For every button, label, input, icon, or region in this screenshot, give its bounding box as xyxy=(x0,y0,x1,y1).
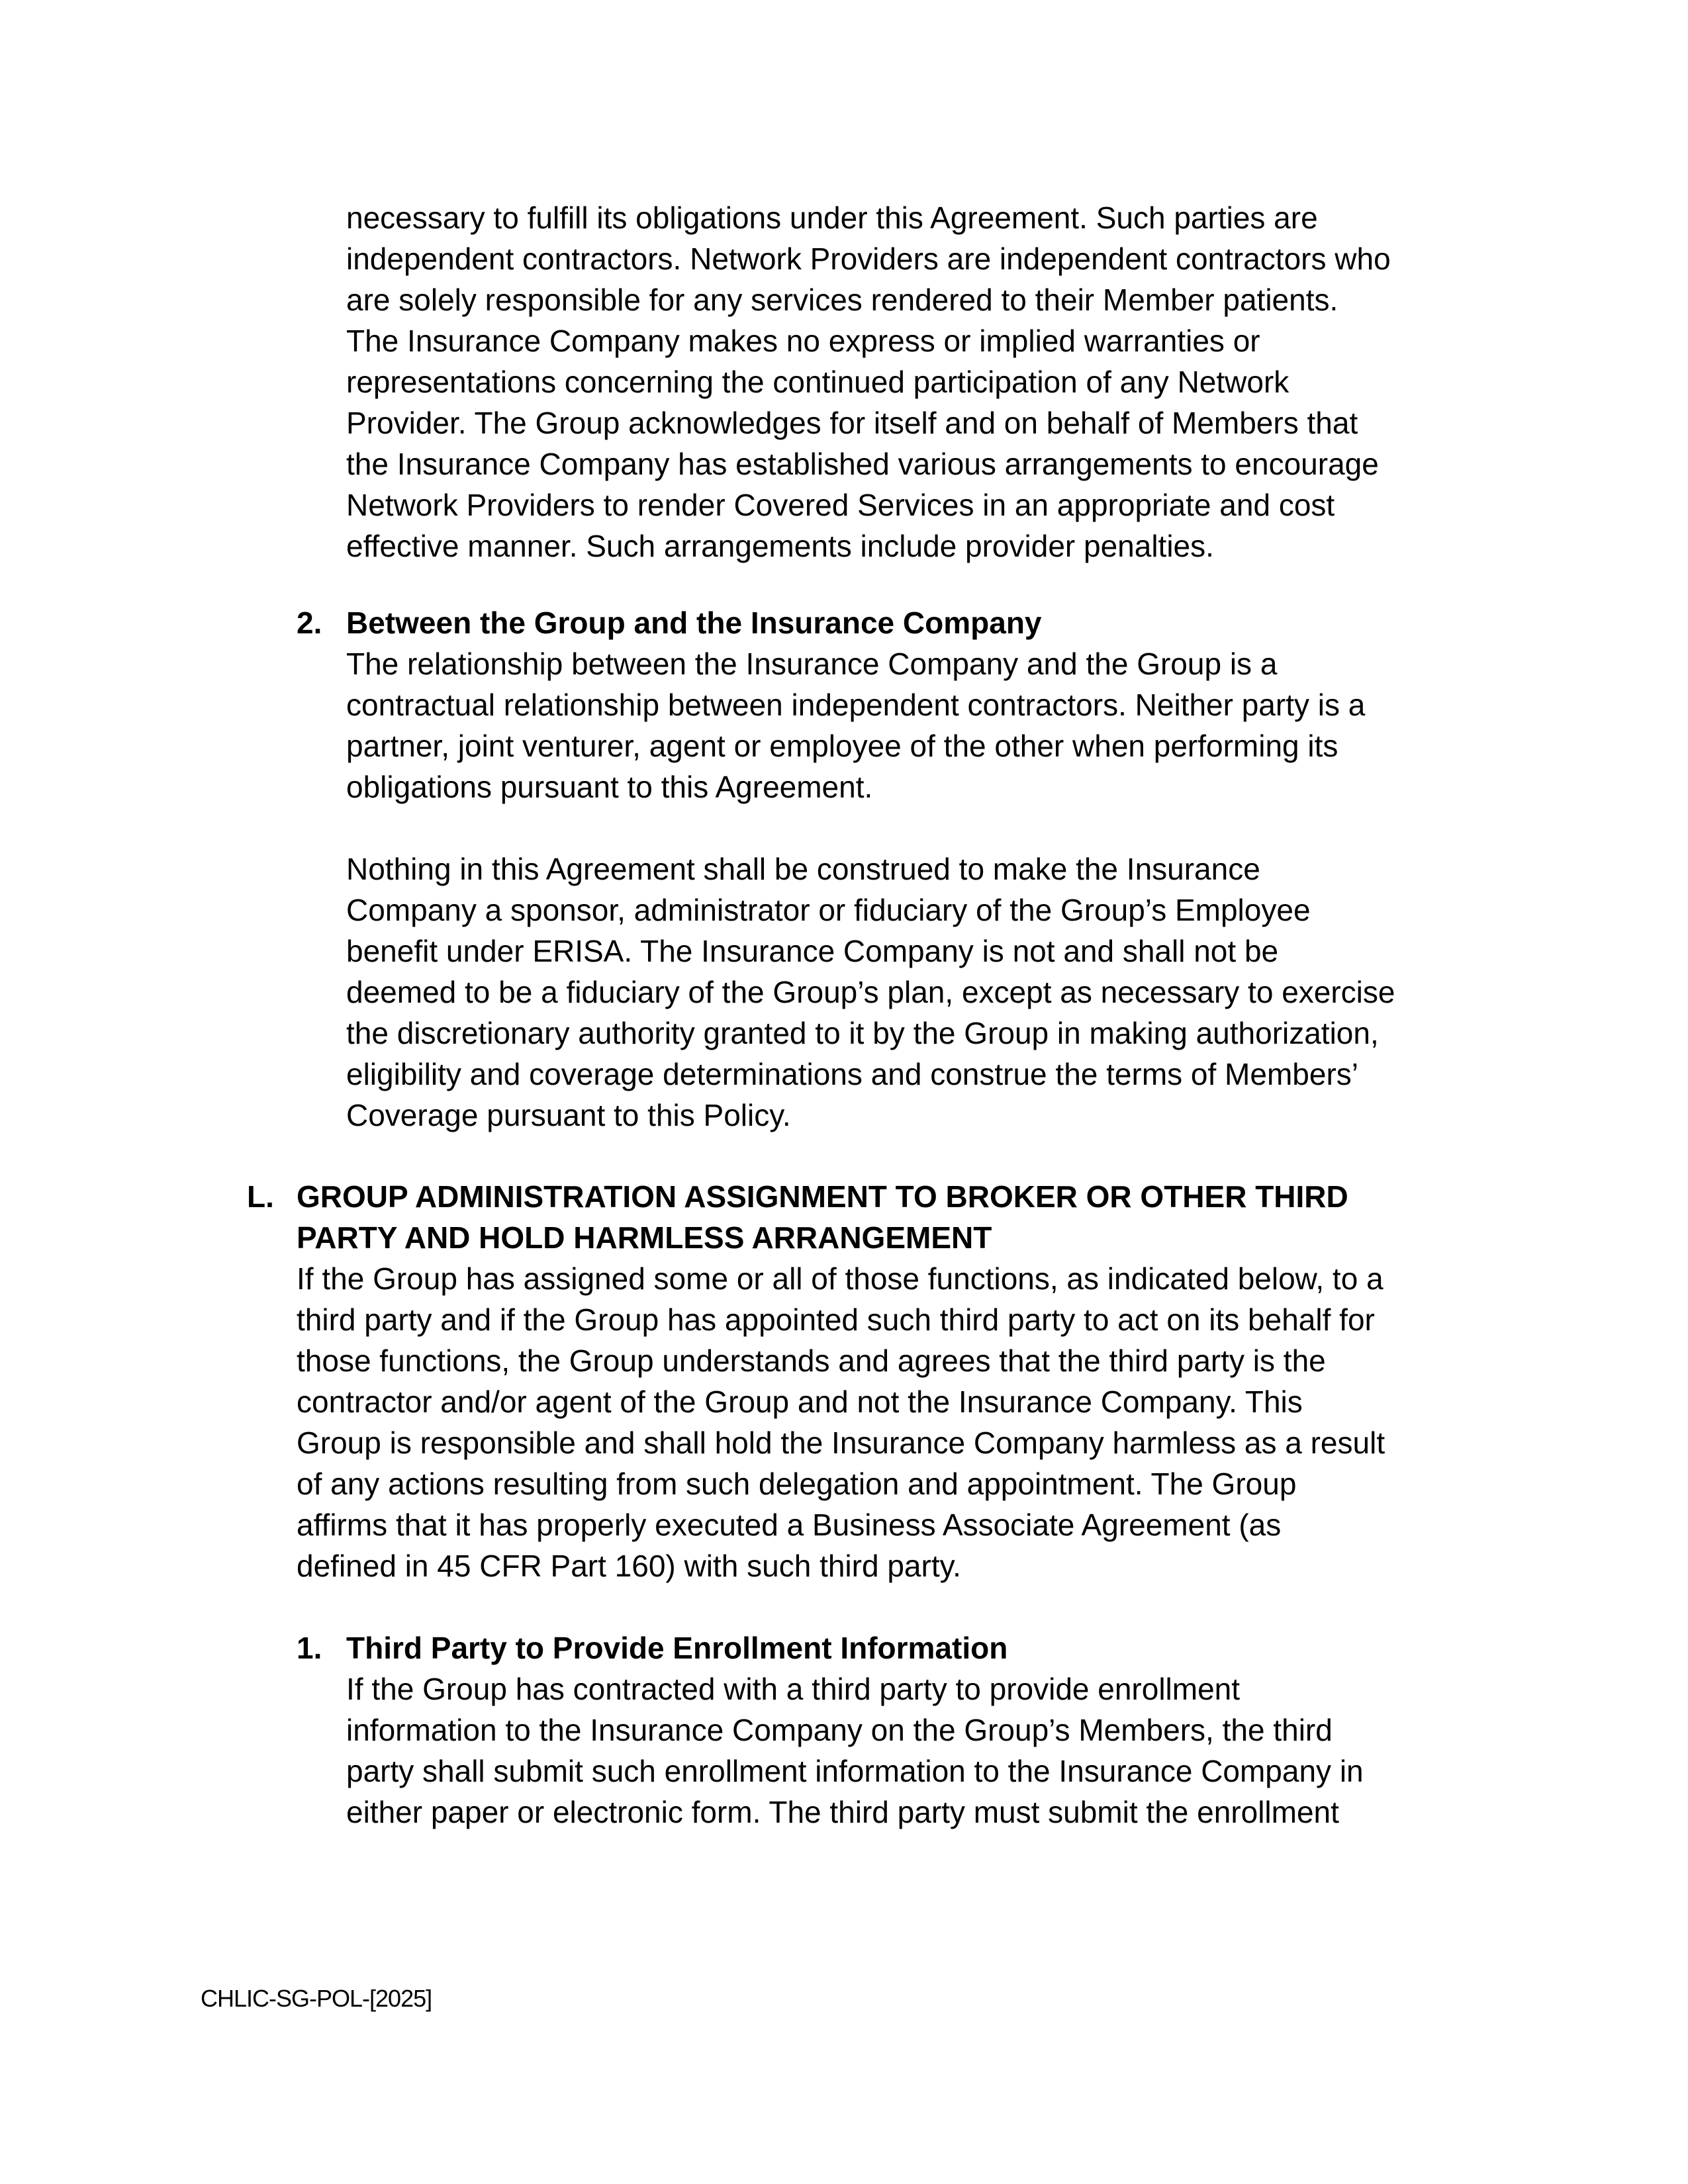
section-2-paragraph-2-block xyxy=(346,848,1511,1136)
section-l-paragraph-block xyxy=(297,1258,1511,1586)
section-2-paragraph-1-block xyxy=(346,643,1511,807)
section-2-number: 2. xyxy=(297,606,322,640)
section-1-paragraph-block xyxy=(346,1668,1511,1833)
section-2-paragraph-2: Nothing in this Agreement shall be construed to make the Insurance Company a sponsor, administrator or fiduciary of the Group’s Employee benefit under ERISA. The Insurance Company is not and shall not be deemed to be a fiduciary of the Group’s plan, except as necessary to exercise the discretionary authority granted to it by the Group in making authorization, eligibility and coverage determinations and construe the terms of Members’ Coverage pursuant to this Policy. xyxy=(346,852,1395,1132)
section-l-letter: L. xyxy=(247,1179,274,1214)
page-footer-form-code: CHLIC-SG-POL-[2025] xyxy=(201,1985,432,2012)
section-l-title-line-1: GROUP ADMINISTRATION ASSIGNMENT TO BROKER OR OTHER THIRD xyxy=(297,1179,1348,1214)
section-l-title-line-2: PARTY AND HOLD HARMLESS ARRANGEMENT xyxy=(297,1220,992,1255)
intro-paragraph-block xyxy=(346,197,1511,567)
section-1-number: 1. xyxy=(297,1631,322,1665)
section-1-heading xyxy=(297,1627,1511,1668)
section-1-title: Third Party to Provide Enrollment Information xyxy=(346,1631,1008,1665)
section-2-paragraph-1: The relationship between the Insurance Company and the Group is a contractual relationship between independent contractors. Neither party is a partner, joint venturer, agent or employee of the other when performing its obligations pursuant to this Agreement. xyxy=(346,647,1366,804)
intro-paragraph: necessary to fulfill its obligations under this Agreement. Such parties are independent contractors. Network Providers are independent contractors who are solely responsible for any services rendered to their Member patients. The Insurance Company makes no express or implied warranties or representations concerning the continued participation of any Network Provider. The Group acknowledges for itself and on behalf of Members that the Insurance Company has established various arrangements to encourage Network Providers to render Covered Services in an appropriate and cost effective manner. Such arrangements include provider penalties. xyxy=(346,201,1391,563)
section-2-heading xyxy=(297,602,1511,643)
section-1-paragraph: If the Group has contracted with a third party to provide enrollment information to the Insurance Company on the Group’s Members, the third party shall submit such enrollment information to the Insurance Company in either paper or electronic form. The third party must submit the enrollment xyxy=(346,1672,1364,1829)
section-l-heading xyxy=(247,1176,1511,1258)
section-l-paragraph: If the Group has assigned some or all of those functions, as indicated below, to a third party and if the Group has appointed such third party to act on its behalf for those functions, the Group understands and agrees that the third party is the contractor and/or agent of the Group and not the Insurance Company. This Group is responsible and shall hold the Insurance Company harmless as a result of any actions resulting from such delegation and appointment. The Group affirms that it has properly executed a Business Associate Agreement (as defined in 45 CFR Part 160) with such third party. xyxy=(297,1261,1385,1583)
section-2-title: Between the Group and the Insurance Company xyxy=(346,606,1042,640)
